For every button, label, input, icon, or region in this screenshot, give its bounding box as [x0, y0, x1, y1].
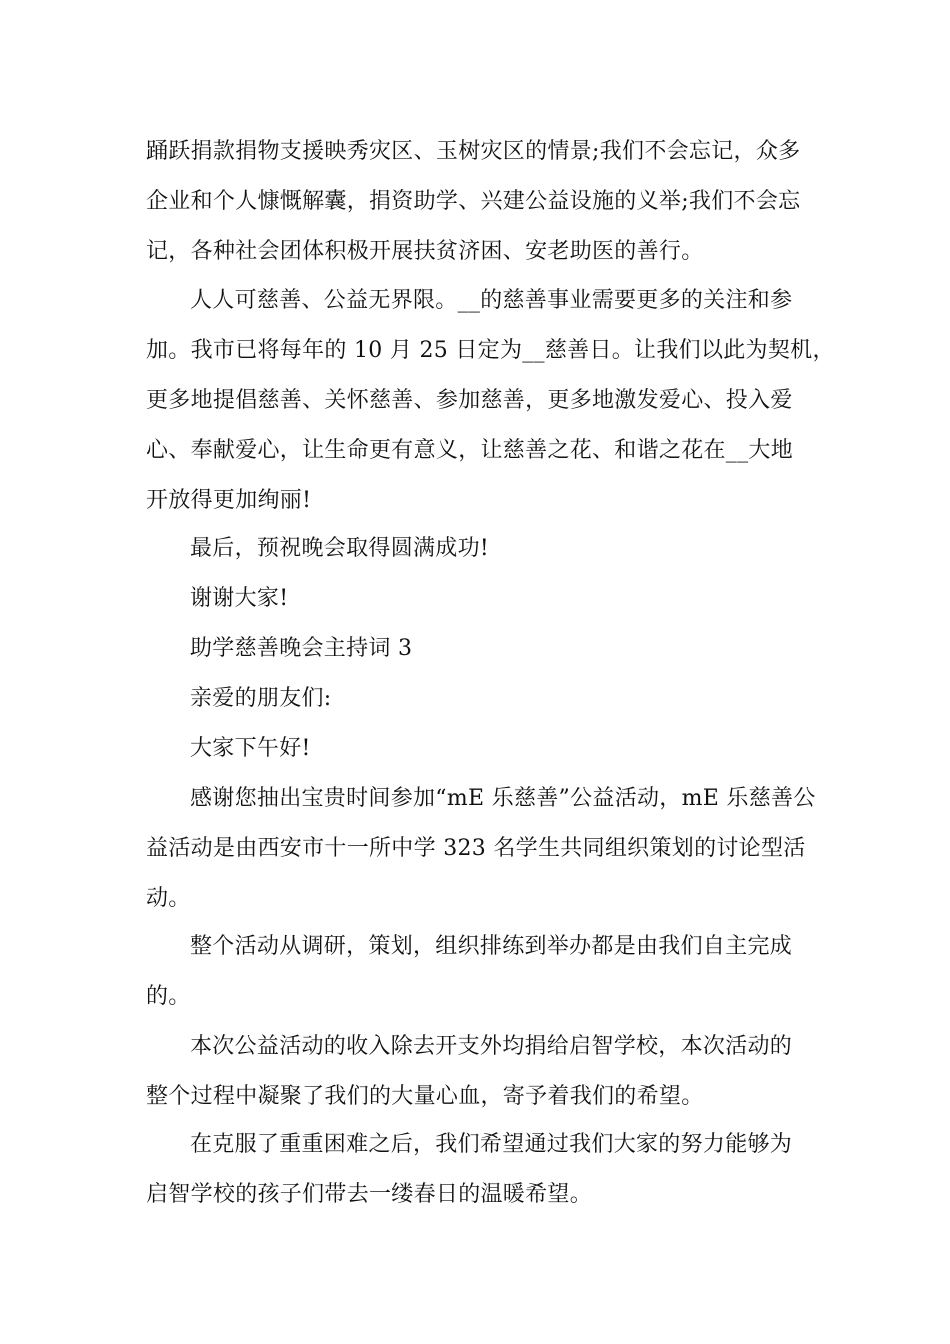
- paragraph-line: 启智学校的孩子们带去一缕春日的温暖希望。: [146, 1182, 593, 1207]
- paragraph-line: 更多地提倡慈善、关怀慈善、参加慈善，更多地激发爱心、投入爱: [146, 388, 793, 413]
- paragraph-line: 企业和个人慷慨解囊，捐资助学、兴建公益设施的义举;我们不会忘: [146, 189, 801, 214]
- section-heading: [146, 624, 808, 674]
- paragraph-donation: [146, 1022, 808, 1122]
- paragraph-line: 最后，预祝晚会取得圆满成功!: [190, 536, 490, 561]
- paragraph-line: 亲爱的朋友们:: [190, 686, 332, 711]
- paragraph-line: 动。: [146, 886, 191, 911]
- thanks-line: [146, 574, 808, 624]
- salutation: [146, 674, 808, 724]
- paragraph-line: 的。: [146, 984, 191, 1009]
- paragraph-activity-process: [146, 922, 808, 1022]
- paragraph-line: 谢谢大家!: [190, 586, 289, 611]
- section-title: 助学慈善晚会主持词 3: [190, 636, 413, 661]
- paragraph-line: 整个活动从调研，策划，组织排练到举办都是由我们自主完成: [190, 934, 793, 959]
- paragraph-activity-intro: [146, 774, 816, 924]
- paragraph-line: 踊跃捐款捐物支援映秀灾区、玉树灾区的情景;我们不会忘记，众多: [146, 139, 801, 164]
- greeting: [146, 724, 808, 774]
- paragraph-line: 本次公益活动的收入除去开支外均捐给启智学校，本次活动的: [190, 1034, 793, 1059]
- paragraph-line: 心、奉献爱心，让生命更有意义，让慈善之花、和谐之花在__大地: [146, 438, 794, 463]
- paragraph-1: [146, 127, 808, 277]
- paragraph-line: 大家下午好!: [190, 736, 311, 761]
- paragraph-2: [146, 276, 835, 526]
- paragraph-line: 人人可慈善、公益无界限。__的慈善事业需要更多的关注和参: [190, 288, 793, 313]
- paragraph-line: 益活动是由西安市十一所中学 323 名学生共同组织策划的讨论型活: [146, 836, 806, 861]
- paragraph-hope: [146, 1120, 808, 1220]
- paragraph-line: 感谢您抽出宝贵时间参加“mE 乐慈善”公益活动，mE 乐慈善公: [190, 786, 816, 811]
- paragraph-line: 记，各种社会团体积极开展扶贫济困、安老助医的善行。: [146, 239, 704, 264]
- paragraph-line: 开放得更加绚丽!: [146, 488, 312, 513]
- paragraph-line: 加。我市已将每年的 10 月 25 日定为__慈善日。让我们以此为契机，: [146, 338, 835, 363]
- closing-wish: [146, 524, 808, 574]
- paragraph-line: 整个过程中凝聚了我们的大量心血，寄予着我们的希望。: [146, 1084, 704, 1109]
- paragraph-line: 在克服了重重困难之后，我们希望通过我们大家的努力能够为: [190, 1132, 793, 1157]
